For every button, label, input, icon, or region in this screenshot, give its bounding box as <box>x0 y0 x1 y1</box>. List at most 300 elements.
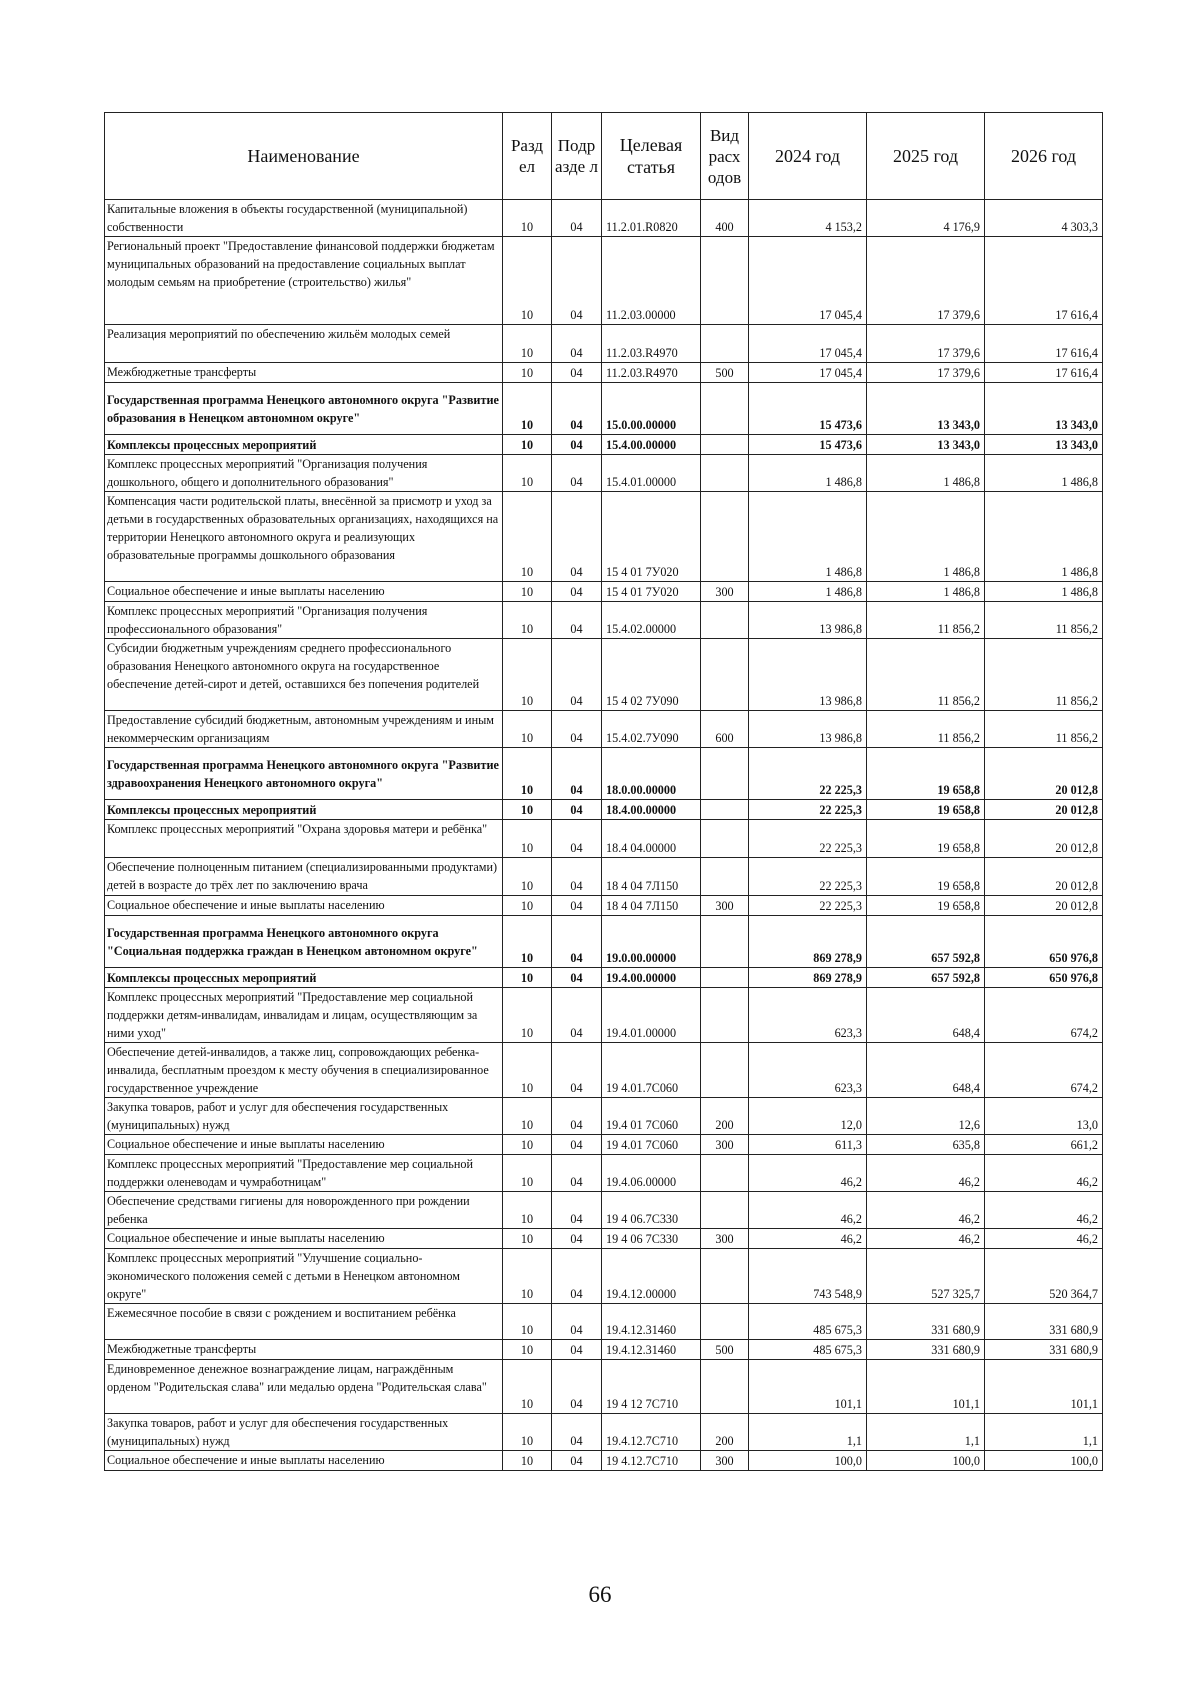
row-2026-amount-cell: 1 486,8 <box>985 455 1103 492</box>
table-row <box>105 800 1103 820</box>
row-expense-type-cell <box>701 237 749 325</box>
row-expense-type-cell <box>701 916 749 968</box>
row-2025-amount-cell: 11 856,2 <box>867 711 985 748</box>
row-2024-amount-cell: 46,2 <box>749 1229 867 1249</box>
row-2024-amount-cell: 485 675,3 <box>749 1304 867 1340</box>
row-razdel-cell: 10 <box>503 200 552 237</box>
row-name-cell: Межбюджетные трансферты <box>105 1340 503 1360</box>
table-row <box>105 383 1103 435</box>
row-2024-amount-cell: 12,0 <box>749 1098 867 1135</box>
row-name-cell: Комплекс процессных мероприятий "Улучшение социально-экономического положения семей с детьми в Ненецком автономном округе" <box>105 1249 503 1304</box>
row-expense-type-cell: 300 <box>701 582 749 602</box>
row-2026-amount-cell: 17 616,4 <box>985 363 1103 383</box>
row-name-cell: Капитальные вложения в объекты государственной (муниципальной) собственности <box>105 200 503 237</box>
row-2026-amount-cell: 331 680,9 <box>985 1304 1103 1340</box>
row-target-article-cell: 19.4.00.00000 <box>602 968 701 988</box>
row-name-cell: Социальное обеспечение и иные выплаты населению <box>105 1135 503 1155</box>
row-target-article-cell: 15 4 01 7У020 <box>602 582 701 602</box>
row-podrazdel-cell: 04 <box>552 383 602 435</box>
budget-table <box>104 112 1103 1471</box>
row-2024-amount-cell: 485 675,3 <box>749 1340 867 1360</box>
row-2026-amount-cell: 13 343,0 <box>985 383 1103 435</box>
row-2025-amount-cell: 19 658,8 <box>867 820 985 858</box>
table-body <box>105 200 1103 1471</box>
row-2024-amount-cell: 1 486,8 <box>749 455 867 492</box>
row-name-cell: Закупка товаров, работ и услуг для обеспечения государственных (муниципальных) нужд <box>105 1414 503 1451</box>
row-expense-type-cell: 300 <box>701 1229 749 1249</box>
row-razdel-cell: 10 <box>503 492 552 582</box>
row-2026-amount-cell: 17 616,4 <box>985 237 1103 325</box>
row-podrazdel-cell: 04 <box>552 1451 602 1471</box>
row-2024-amount-cell: 17 045,4 <box>749 363 867 383</box>
row-podrazdel-cell: 04 <box>552 1155 602 1192</box>
table-row <box>105 1135 1103 1155</box>
table-row <box>105 1249 1103 1304</box>
row-name-cell: Единовременное денежное вознаграждение лицам, награждённым орденом "Родительская слава" или медалью ордена "Родительская слава" <box>105 1360 503 1414</box>
row-podrazdel-cell: 04 <box>552 237 602 325</box>
row-expense-type-cell: 500 <box>701 363 749 383</box>
row-podrazdel-cell: 04 <box>552 1249 602 1304</box>
row-target-article-cell: 15 4 01 7У020 <box>602 492 701 582</box>
row-razdel-cell: 10 <box>503 968 552 988</box>
row-razdel-cell: 10 <box>503 1414 552 1451</box>
row-expense-type-cell <box>701 800 749 820</box>
row-2024-amount-cell: 15 473,6 <box>749 383 867 435</box>
table-row <box>105 1229 1103 1249</box>
row-2026-amount-cell: 11 856,2 <box>985 711 1103 748</box>
row-expense-type-cell <box>701 858 749 896</box>
row-razdel-cell: 10 <box>503 1155 552 1192</box>
row-2025-amount-cell: 657 592,8 <box>867 968 985 988</box>
row-2024-amount-cell: 1,1 <box>749 1414 867 1451</box>
row-2024-amount-cell: 13 986,8 <box>749 639 867 711</box>
row-expense-type-cell <box>701 1249 749 1304</box>
row-podrazdel-cell: 04 <box>552 988 602 1043</box>
row-2025-amount-cell: 648,4 <box>867 988 985 1043</box>
row-2026-amount-cell: 13 343,0 <box>985 435 1103 455</box>
row-expense-type-cell: 600 <box>701 711 749 748</box>
row-2026-amount-cell: 11 856,2 <box>985 602 1103 639</box>
row-target-article-cell: 18.0.00.00000 <box>602 748 701 800</box>
row-name-cell: Комплексы процессных мероприятий <box>105 800 503 820</box>
row-expense-type-cell <box>701 435 749 455</box>
table-row <box>105 896 1103 916</box>
row-2025-amount-cell: 331 680,9 <box>867 1304 985 1340</box>
row-2025-amount-cell: 17 379,6 <box>867 363 985 383</box>
row-2025-amount-cell: 101,1 <box>867 1360 985 1414</box>
row-2024-amount-cell: 1 486,8 <box>749 582 867 602</box>
row-2026-amount-cell: 100,0 <box>985 1451 1103 1471</box>
table-row <box>105 1192 1103 1229</box>
table-row <box>105 582 1103 602</box>
row-podrazdel-cell: 04 <box>552 1414 602 1451</box>
row-expense-type-cell <box>701 748 749 800</box>
row-2025-amount-cell: 1 486,8 <box>867 582 985 602</box>
header-podrazdel: Подр азде л <box>552 113 602 200</box>
row-2026-amount-cell: 661,2 <box>985 1135 1103 1155</box>
row-razdel-cell: 10 <box>503 800 552 820</box>
header-year-2024: 2024 год <box>749 113 867 200</box>
row-2024-amount-cell: 869 278,9 <box>749 916 867 968</box>
row-2026-amount-cell: 4 303,3 <box>985 200 1103 237</box>
row-name-cell: Государственная программа Ненецкого автономного округа "Социальная поддержка граждан в Ненецком автономном округе" <box>105 916 503 968</box>
row-2026-amount-cell: 11 856,2 <box>985 639 1103 711</box>
row-podrazdel-cell: 04 <box>552 858 602 896</box>
row-2025-amount-cell: 11 856,2 <box>867 602 985 639</box>
table-row <box>105 988 1103 1043</box>
row-2026-amount-cell: 20 012,8 <box>985 800 1103 820</box>
row-2025-amount-cell: 19 658,8 <box>867 748 985 800</box>
table-row <box>105 237 1103 325</box>
row-target-article-cell: 19 4 06 7С330 <box>602 1229 701 1249</box>
row-name-cell: Социальное обеспечение и иные выплаты населению <box>105 1451 503 1471</box>
row-podrazdel-cell: 04 <box>552 916 602 968</box>
row-2026-amount-cell: 650 976,8 <box>985 916 1103 968</box>
row-target-article-cell: 15 4 02 7У090 <box>602 639 701 711</box>
row-2025-amount-cell: 1 486,8 <box>867 492 985 582</box>
row-name-cell: Межбюджетные трансферты <box>105 363 503 383</box>
table-row <box>105 916 1103 968</box>
row-name-cell: Комплексы процессных мероприятий <box>105 968 503 988</box>
row-podrazdel-cell: 04 <box>552 1304 602 1340</box>
row-2025-amount-cell: 11 856,2 <box>867 639 985 711</box>
row-2025-amount-cell: 100,0 <box>867 1451 985 1471</box>
row-name-cell: Комплекс процессных мероприятий "Предоставление мер социальной поддержки оленеводам и чумработницам" <box>105 1155 503 1192</box>
row-2024-amount-cell: 623,3 <box>749 988 867 1043</box>
row-2025-amount-cell: 17 379,6 <box>867 325 985 363</box>
row-name-cell: Социальное обеспечение и иные выплаты населению <box>105 582 503 602</box>
row-2024-amount-cell: 4 153,2 <box>749 200 867 237</box>
row-podrazdel-cell: 04 <box>552 363 602 383</box>
table-row <box>105 1098 1103 1135</box>
table-row <box>105 1414 1103 1451</box>
row-name-cell: Субсидии бюджетным учреждениям среднего профессионального образования Ненецкого автономного округа на государственное обеспечение детей-сирот и детей, оставшихся без попечения родителей <box>105 639 503 711</box>
row-podrazdel-cell: 04 <box>552 711 602 748</box>
row-expense-type-cell <box>701 1043 749 1098</box>
table-row <box>105 1043 1103 1098</box>
row-2026-amount-cell: 331 680,9 <box>985 1340 1103 1360</box>
row-2024-amount-cell: 22 225,3 <box>749 858 867 896</box>
row-expense-type-cell <box>701 455 749 492</box>
row-razdel-cell: 10 <box>503 582 552 602</box>
row-razdel-cell: 10 <box>503 1451 552 1471</box>
row-2025-amount-cell: 19 658,8 <box>867 858 985 896</box>
row-2025-amount-cell: 19 658,8 <box>867 800 985 820</box>
row-2024-amount-cell: 46,2 <box>749 1192 867 1229</box>
row-name-cell: Государственная программа Ненецкого автономного округа "Развитие здравоохранения Ненецкого автономного округа" <box>105 748 503 800</box>
row-name-cell: Комплексы процессных мероприятий <box>105 435 503 455</box>
row-2026-amount-cell: 46,2 <box>985 1192 1103 1229</box>
row-expense-type-cell <box>701 383 749 435</box>
row-podrazdel-cell: 04 <box>552 1229 602 1249</box>
row-expense-type-cell: 300 <box>701 1135 749 1155</box>
row-2026-amount-cell: 46,2 <box>985 1229 1103 1249</box>
row-2025-amount-cell: 648,4 <box>867 1043 985 1098</box>
row-name-cell: Обеспечение детей-инвалидов, а также лиц, сопровождающих ребенка-инвалида, бесплатным проездом к месту обучения в специализированное государственное учреждение <box>105 1043 503 1098</box>
row-target-article-cell: 18 4 04 7Л150 <box>602 896 701 916</box>
header-name: Наименование <box>105 113 503 200</box>
row-target-article-cell: 15.4.02.00000 <box>602 602 701 639</box>
row-2025-amount-cell: 19 658,8 <box>867 896 985 916</box>
header-razdel: Разд ел <box>503 113 552 200</box>
row-razdel-cell: 10 <box>503 602 552 639</box>
row-2025-amount-cell: 657 592,8 <box>867 916 985 968</box>
row-2026-amount-cell: 17 616,4 <box>985 325 1103 363</box>
row-2025-amount-cell: 4 176,9 <box>867 200 985 237</box>
row-target-article-cell: 19.4.12.31460 <box>602 1340 701 1360</box>
row-2026-amount-cell: 520 364,7 <box>985 1249 1103 1304</box>
row-razdel-cell: 10 <box>503 325 552 363</box>
row-target-article-cell: 11.2.03.R4970 <box>602 363 701 383</box>
row-podrazdel-cell: 04 <box>552 639 602 711</box>
row-2024-amount-cell: 22 225,3 <box>749 800 867 820</box>
row-expense-type-cell <box>701 602 749 639</box>
page-number: 66 <box>588 1582 612 1607</box>
row-2026-amount-cell: 650 976,8 <box>985 968 1103 988</box>
row-2024-amount-cell: 46,2 <box>749 1155 867 1192</box>
row-expense-type-cell: 300 <box>701 1451 749 1471</box>
row-name-cell: Государственная программа Ненецкого автономного округа "Развитие образования в Ненецком автономном округе" <box>105 383 503 435</box>
row-2024-amount-cell: 22 225,3 <box>749 748 867 800</box>
row-2026-amount-cell: 1,1 <box>985 1414 1103 1451</box>
row-razdel-cell: 10 <box>503 639 552 711</box>
row-2025-amount-cell: 46,2 <box>867 1229 985 1249</box>
row-2024-amount-cell: 17 045,4 <box>749 325 867 363</box>
row-target-article-cell: 15.4.01.00000 <box>602 455 701 492</box>
row-expense-type-cell: 200 <box>701 1098 749 1135</box>
row-target-article-cell: 19.4.12.00000 <box>602 1249 701 1304</box>
row-expense-type-cell <box>701 1360 749 1414</box>
row-target-article-cell: 15.4.00.00000 <box>602 435 701 455</box>
row-2024-amount-cell: 13 986,8 <box>749 711 867 748</box>
row-2025-amount-cell: 635,8 <box>867 1135 985 1155</box>
row-expense-type-cell: 200 <box>701 1414 749 1451</box>
table-row <box>105 1155 1103 1192</box>
row-razdel-cell: 10 <box>503 896 552 916</box>
table-row <box>105 968 1103 988</box>
row-2025-amount-cell: 46,2 <box>867 1155 985 1192</box>
row-razdel-cell: 10 <box>503 383 552 435</box>
row-target-article-cell: 19 4.01.7С060 <box>602 1043 701 1098</box>
row-target-article-cell: 19.4 01 7С060 <box>602 1098 701 1135</box>
row-2026-amount-cell: 674,2 <box>985 1043 1103 1098</box>
row-target-article-cell: 11.2.01.R0820 <box>602 200 701 237</box>
row-target-article-cell: 19.4.01.00000 <box>602 988 701 1043</box>
table-row <box>105 858 1103 896</box>
row-2025-amount-cell: 331 680,9 <box>867 1340 985 1360</box>
row-2025-amount-cell: 13 343,0 <box>867 435 985 455</box>
row-2025-amount-cell: 17 379,6 <box>867 237 985 325</box>
row-razdel-cell: 10 <box>503 820 552 858</box>
row-name-cell: Реализация мероприятий по обеспечению жильём молодых семей <box>105 325 503 363</box>
row-name-cell: Компенсация части родительской платы, внесённой за присмотр и уход за детьми в государственных образовательных организациях, находящихся на территории Ненецкого автономного округа и реализующих образовательные программы дошкольного образования <box>105 492 503 582</box>
row-2024-amount-cell: 100,0 <box>749 1451 867 1471</box>
row-podrazdel-cell: 04 <box>552 1098 602 1135</box>
table-row <box>105 639 1103 711</box>
row-podrazdel-cell: 04 <box>552 582 602 602</box>
table-row <box>105 1451 1103 1471</box>
row-expense-type-cell <box>701 492 749 582</box>
row-2026-amount-cell: 20 012,8 <box>985 896 1103 916</box>
row-podrazdel-cell: 04 <box>552 1360 602 1414</box>
row-razdel-cell: 10 <box>503 1229 552 1249</box>
row-razdel-cell: 10 <box>503 1249 552 1304</box>
row-name-cell: Закупка товаров, работ и услуг для обеспечения государственных (муниципальных) нужд <box>105 1098 503 1135</box>
row-name-cell: Комплекс процессных мероприятий "Предоставление мер социальной поддержки детям-инвалидам, инвалидам и лицам, осуществляющим за ними уход" <box>105 988 503 1043</box>
row-target-article-cell: 19 4 06.7С330 <box>602 1192 701 1229</box>
row-2026-amount-cell: 13,0 <box>985 1098 1103 1135</box>
header-target-article: Целевая статья <box>602 113 701 200</box>
table-row <box>105 492 1103 582</box>
row-razdel-cell: 10 <box>503 1304 552 1340</box>
row-razdel-cell: 10 <box>503 988 552 1043</box>
row-2024-amount-cell: 611,3 <box>749 1135 867 1155</box>
header-expense-type: Вид расх одов <box>701 113 749 200</box>
table-row <box>105 455 1103 492</box>
row-name-cell: Предоставление субсидий бюджетным, автономным учреждениям и иным некоммерческим организациям <box>105 711 503 748</box>
row-target-article-cell: 18 4 04 7Л150 <box>602 858 701 896</box>
row-razdel-cell: 10 <box>503 363 552 383</box>
row-expense-type-cell <box>701 639 749 711</box>
table-row <box>105 1340 1103 1360</box>
row-razdel-cell: 10 <box>503 237 552 325</box>
row-target-article-cell: 19.4.12.31460 <box>602 1304 701 1340</box>
row-podrazdel-cell: 04 <box>552 435 602 455</box>
row-expense-type-cell: 300 <box>701 896 749 916</box>
table-row <box>105 602 1103 639</box>
row-target-article-cell: 18.4 04.00000 <box>602 820 701 858</box>
row-razdel-cell: 10 <box>503 1135 552 1155</box>
row-podrazdel-cell: 04 <box>552 455 602 492</box>
row-2024-amount-cell: 743 548,9 <box>749 1249 867 1304</box>
row-podrazdel-cell: 04 <box>552 800 602 820</box>
row-name-cell: Социальное обеспечение и иные выплаты населению <box>105 896 503 916</box>
row-2024-amount-cell: 22 225,3 <box>749 820 867 858</box>
row-2024-amount-cell: 17 045,4 <box>749 237 867 325</box>
row-razdel-cell: 10 <box>503 455 552 492</box>
row-2025-amount-cell: 46,2 <box>867 1192 985 1229</box>
row-razdel-cell: 10 <box>503 711 552 748</box>
row-2024-amount-cell: 15 473,6 <box>749 435 867 455</box>
row-2024-amount-cell: 869 278,9 <box>749 968 867 988</box>
header-year-2026: 2026 год <box>985 113 1103 200</box>
row-2026-amount-cell: 1 486,8 <box>985 582 1103 602</box>
row-podrazdel-cell: 04 <box>552 820 602 858</box>
row-2024-amount-cell: 623,3 <box>749 1043 867 1098</box>
table-header-row <box>105 113 1103 200</box>
row-2026-amount-cell: 46,2 <box>985 1155 1103 1192</box>
row-target-article-cell: 18.4.00.00000 <box>602 800 701 820</box>
row-name-cell: Комплекс процессных мероприятий "Охрана здоровья матери и ребёнка" <box>105 820 503 858</box>
row-2026-amount-cell: 20 012,8 <box>985 748 1103 800</box>
row-2025-amount-cell: 13 343,0 <box>867 383 985 435</box>
table-row <box>105 711 1103 748</box>
header-year-2025: 2025 год <box>867 113 985 200</box>
row-razdel-cell: 10 <box>503 435 552 455</box>
row-name-cell: Обеспечение полноценным питанием (специализированными продуктами) детей в возрасте до трёх лет по заключению врача <box>105 858 503 896</box>
row-expense-type-cell <box>701 1155 749 1192</box>
row-2026-amount-cell: 101,1 <box>985 1360 1103 1414</box>
row-target-article-cell: 15.0.00.00000 <box>602 383 701 435</box>
row-podrazdel-cell: 04 <box>552 602 602 639</box>
table-row <box>105 363 1103 383</box>
row-podrazdel-cell: 04 <box>552 1192 602 1229</box>
row-podrazdel-cell: 04 <box>552 200 602 237</box>
table-row <box>105 325 1103 363</box>
row-2024-amount-cell: 22 225,3 <box>749 896 867 916</box>
row-2025-amount-cell: 527 325,7 <box>867 1249 985 1304</box>
row-target-article-cell: 19.4.06.00000 <box>602 1155 701 1192</box>
row-expense-type-cell <box>701 988 749 1043</box>
row-podrazdel-cell: 04 <box>552 325 602 363</box>
row-razdel-cell: 10 <box>503 1192 552 1229</box>
row-podrazdel-cell: 04 <box>552 1340 602 1360</box>
row-razdel-cell: 10 <box>503 916 552 968</box>
row-2026-amount-cell: 20 012,8 <box>985 820 1103 858</box>
row-expense-type-cell <box>701 325 749 363</box>
row-podrazdel-cell: 04 <box>552 492 602 582</box>
row-name-cell: Региональный проект "Предоставление финансовой поддержки бюджетам муниципальных образований на предоставление социальных выплат молодым семьям на приобретение (строительство) жилья" <box>105 237 503 325</box>
row-expense-type-cell <box>701 1304 749 1340</box>
row-2026-amount-cell: 20 012,8 <box>985 858 1103 896</box>
row-name-cell: Комплекс процессных мероприятий "Организация получения дошкольного, общего и дополнительного образования" <box>105 455 503 492</box>
row-target-article-cell: 19 4.01 7С060 <box>602 1135 701 1155</box>
row-2024-amount-cell: 101,1 <box>749 1360 867 1414</box>
table-row <box>105 820 1103 858</box>
row-name-cell: Комплекс процессных мероприятий "Организация получения профессионального образования" <box>105 602 503 639</box>
row-expense-type-cell: 400 <box>701 200 749 237</box>
row-expense-type-cell <box>701 1192 749 1229</box>
row-podrazdel-cell: 04 <box>552 968 602 988</box>
row-target-article-cell: 15.4.02.7У090 <box>602 711 701 748</box>
row-razdel-cell: 10 <box>503 858 552 896</box>
row-name-cell: Социальное обеспечение и иные выплаты населению <box>105 1229 503 1249</box>
table-row <box>105 748 1103 800</box>
row-razdel-cell: 10 <box>503 748 552 800</box>
row-target-article-cell: 19 4.12.7С710 <box>602 1451 701 1471</box>
row-podrazdel-cell: 04 <box>552 1135 602 1155</box>
row-expense-type-cell: 500 <box>701 1340 749 1360</box>
row-podrazdel-cell: 04 <box>552 1043 602 1098</box>
row-2024-amount-cell: 13 986,8 <box>749 602 867 639</box>
row-razdel-cell: 10 <box>503 1098 552 1135</box>
row-expense-type-cell <box>701 968 749 988</box>
row-2026-amount-cell: 674,2 <box>985 988 1103 1043</box>
table-row <box>105 435 1103 455</box>
row-name-cell: Ежемесячное пособие в связи с рождением и воспитанием ребёнка <box>105 1304 503 1340</box>
row-2025-amount-cell: 1 486,8 <box>867 455 985 492</box>
table-row <box>105 1304 1103 1340</box>
row-razdel-cell: 10 <box>503 1360 552 1414</box>
row-target-article-cell: 19.4.12.7С710 <box>602 1414 701 1451</box>
table-row <box>105 1360 1103 1414</box>
row-podrazdel-cell: 04 <box>552 896 602 916</box>
row-podrazdel-cell: 04 <box>552 748 602 800</box>
row-2025-amount-cell: 1,1 <box>867 1414 985 1451</box>
row-target-article-cell: 19 4 12 7С710 <box>602 1360 701 1414</box>
row-2026-amount-cell: 1 486,8 <box>985 492 1103 582</box>
row-target-article-cell: 19.0.00.00000 <box>602 916 701 968</box>
row-razdel-cell: 10 <box>503 1043 552 1098</box>
row-razdel-cell: 10 <box>503 1340 552 1360</box>
table-row <box>105 200 1103 237</box>
row-expense-type-cell <box>701 820 749 858</box>
row-target-article-cell: 11.2.03.R4970 <box>602 325 701 363</box>
row-name-cell: Обеспечение средствами гигиены для новорожденного при рождении ребенка <box>105 1192 503 1229</box>
row-2024-amount-cell: 1 486,8 <box>749 492 867 582</box>
row-target-article-cell: 11.2.03.00000 <box>602 237 701 325</box>
row-2025-amount-cell: 12,6 <box>867 1098 985 1135</box>
